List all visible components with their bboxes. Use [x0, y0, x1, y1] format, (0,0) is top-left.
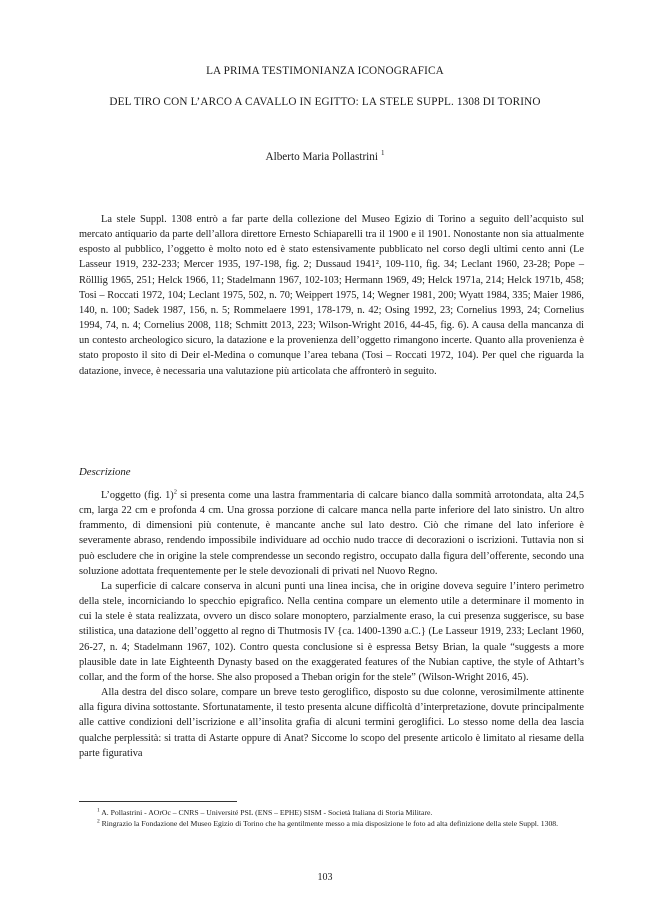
author-name: Alberto Maria Pollastrini — [265, 151, 378, 163]
footnote-mark-2: 2 — [173, 488, 177, 496]
footnote-2-text: Ringrazio la Fondazione del Museo Egizio di Torino che ha gentilmente messo a mia disposizione le foto ad alta definizione della stele Suppl. 1308. — [99, 819, 559, 828]
page-number: 103 — [317, 872, 333, 883]
footnote-1-text: A. Pollastrini - AOrOc – CNRS – Université PSL (ENS – EPHE) SISM - Società Italiana di Storia Militare. — [99, 808, 433, 817]
intro-section — [79, 212, 584, 379]
paragraph-1-rest: si presenta come una lastra frammentaria di calcare bianco dalla sommità arrotondata, alta 24,5 cm, larga 22 cm e profonda 4 cm. Una grossa porzione di calcare manca nella parte inferiore del lato sinistro. Un altro frammento, di dimensioni più contenute, è mancante anche sul lato destro. Ciò che rimane del lato inferiore è severamente abraso, rendendo impossibile individuare ad occhio nudo tracce di decorazioni o iscrizioni. Tuttavia non si può escludere che in origine la stele comprendesse un secondo registro, occupato dalla figura dell’offerente, secondo una soluzione adottata frequentemente per le stele devozionali di privati nel Nuovo Regno. — [79, 490, 584, 577]
footnote-2-mark: 2 — [97, 818, 100, 825]
footnote-1-mark: 1 — [97, 807, 100, 814]
footnote-2 — [79, 818, 584, 829]
footnote-divider — [79, 801, 237, 802]
footnotes — [79, 807, 584, 829]
description-paragraph-2: La superficie di calcare conserva in alcuni punti una linea incisa, che in origine doveva seguire l’intero perimetro della stele, incorniciando lo specchio epigrafico. Nella centina compare un elemento utile a determinare il momento in cui la stele è stata realizzata, ovvero un disco solare monoptero, parzialmente eraso, la cui presenza suggerisce, su base stilistica, una datazione dell’oggetto al regno di Thutmosis IV {ca. 1400-1390 a.C.} (Le Lasseur 1919, 233; Leclant 1960, 26-27, n. 4; Stadelmann 1967, 102). Contro questa conclusione si è espressa Betsy Brian, la quale “suggests a more plausible date in late Eighteenth Dynasty based on the exaggerated features of the Nubian captive, the style of Athtart’s collar, and the form of the horse. She also proposed a Theban origin for the stele” (Wilson-Wright 2016, 45). — [79, 580, 584, 683]
author-line — [60, 151, 590, 163]
footnote-1 — [79, 807, 584, 818]
description-paragraph-3: Alla destra del disco solare, compare un breve testo geroglifico, disposto su due colonne, verosimilmente attinente alla figura divina sottostante. Sfortunatamente, il testo presenta alcune difficoltà d’interpretazione, dovute principalmente alle cattive condizioni dell’iscrizione e all’insolita grafia di alcuni termini geroglifici. Lo stesso nome della dea lascia qualche perplessità: si tratta di Astarte oppure di Anat? Siccome lo scopo del presente articolo è limitato al riesame della parte figurativa — [79, 687, 584, 759]
description-section — [79, 488, 584, 761]
intro-paragraph: La stele Suppl. 1308 entrò a far parte della collezione del Museo Egizio di Torino a seguito dell’acquisto sul mercato antiquario da parte dell’allora direttore Ernesto Schiaparelli tra il 1900 e il 1901. Nonostante non sia attualmente esposto al pubblico, l’oggetto è molto noto ed è stato estensivamente pubblicato nel corso degli ultimi cento anni (Le Lasseur 1919, 232-233; Mercer 1935, 197-198, fig. 2; Dussaud 1941², 109-110, fig. 34; Leclant 1960, 23-28; Pope – Rölllig 1965, 251; Helck 1966, 11; Stadelmann 1967, 102-103; Hermann 1969, 49; Helck 1971a, 214; Helck 1971b, 458; Tosi – Roccati 1972, 104; Leclant 1975, 502, n. 70; Weippert 1975, 14; Wegner 1981, 200; Wyatt 1984, 335; Maier 1986, 140, n. 100; Sadek 1987, 156, n. 5; Rommelaere 1991, 178-179, n. 42; Osing 1992, 23; Cornelius 1993, 24; Cornelius 1994, 74, n. 4; Cornelius 2008, 118; Schmitt 2013, 223; Wilson-Wright 2016, 44-45, fig. 6). A causa della mancanza di un contesto archeologico sicuro, la datazione e la provenienza dell’oggetto rimangono incerte. Quanto alla provenienza è stato proposto il sito di Deir el-Medina o comunque l’area tebana (Tosi – Roccati 1972, 104). Per quel che riguarda la datazione, invece, è necessaria una valutazione più articolata che affronterò in seguito. — [79, 214, 584, 377]
article-title-line-2: DEL TIRO CON L’ARCO A CAVALLO IN EGITTO: LA STELE SUPPL. 1308 DI TORINO — [109, 96, 541, 108]
article-title-line-1: LA PRIMA TESTIMONIANZA ICONOGRAFICA — [206, 65, 444, 77]
description-paragraph-1 — [79, 488, 584, 579]
author-footnote-mark: 1 — [380, 149, 385, 158]
section-heading: Descrizione — [79, 466, 131, 478]
paragraph-1-start: L’oggetto (fig. 1) — [101, 490, 174, 501]
